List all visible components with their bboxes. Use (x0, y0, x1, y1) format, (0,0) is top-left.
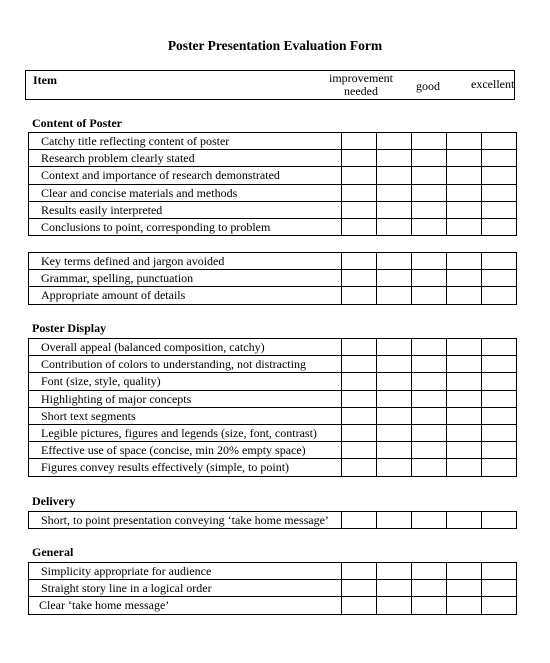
rating-box[interactable] (482, 184, 517, 201)
table-row (29, 253, 517, 270)
rating-box[interactable] (447, 563, 482, 580)
table-row (29, 150, 517, 167)
rating-box[interactable] (412, 373, 447, 390)
rating-box[interactable] (377, 356, 412, 373)
header-improvement-needed (326, 72, 396, 98)
rating-box[interactable] (412, 218, 447, 235)
rating-box[interactable] (377, 442, 412, 459)
rating-box[interactable] (482, 597, 517, 614)
rating-box[interactable] (482, 167, 517, 184)
criterion-label: Short text segments (29, 407, 342, 424)
header-improvement: improvement (329, 71, 393, 85)
rating-box[interactable] (412, 424, 447, 441)
rating-box[interactable] (377, 373, 412, 390)
rating-box[interactable] (377, 270, 412, 287)
rating-box[interactable] (412, 339, 447, 356)
rating-box[interactable] (377, 150, 412, 167)
rating-box[interactable] (482, 150, 517, 167)
criterion-label: Clear ‘take home message’ (29, 597, 342, 614)
table-row (29, 563, 517, 580)
table-row (29, 373, 517, 390)
rating-box[interactable] (342, 424, 377, 441)
rating-box[interactable] (482, 356, 517, 373)
rating-box[interactable] (447, 580, 482, 597)
rating-box[interactable] (447, 253, 482, 270)
criterion-label: Results easily interpreted (29, 201, 342, 218)
rating-box[interactable] (447, 133, 482, 150)
rating-box[interactable] (342, 150, 377, 167)
rating-box[interactable] (342, 201, 377, 218)
rating-box[interactable] (412, 597, 447, 614)
rating-box[interactable] (412, 512, 447, 529)
table-display (28, 338, 517, 477)
criterion-label: Clear and concise materials and methods (29, 184, 342, 201)
criterion-label: Context and importance of research demonstrated (29, 167, 342, 184)
rating-box[interactable] (447, 597, 482, 614)
header-needed: needed (344, 84, 378, 98)
rating-box[interactable] (377, 597, 412, 614)
rating-box[interactable] (482, 580, 517, 597)
rating-box[interactable] (377, 287, 412, 304)
rating-box[interactable] (412, 201, 447, 218)
rating-box[interactable] (377, 563, 412, 580)
rating-box[interactable] (342, 512, 377, 529)
rating-box[interactable] (412, 150, 447, 167)
rating-box[interactable] (412, 356, 447, 373)
rating-box[interactable] (377, 390, 412, 407)
rating-box[interactable] (482, 253, 517, 270)
rating-box[interactable] (377, 201, 412, 218)
criterion-label: Conclusions to point, corresponding to problem (29, 218, 342, 235)
table-row (29, 167, 517, 184)
rating-box[interactable] (342, 390, 377, 407)
rating-box[interactable] (412, 459, 447, 476)
table-row (29, 184, 517, 201)
rating-box[interactable] (412, 442, 447, 459)
criterion-label: Effective use of space (concise, min 20% empty space) (29, 442, 342, 459)
rating-box[interactable] (447, 184, 482, 201)
criterion-label: Figures convey results effectively (simple, to point) (29, 459, 342, 476)
rating-box[interactable] (342, 339, 377, 356)
rating-box[interactable] (377, 167, 412, 184)
rating-box[interactable] (342, 407, 377, 424)
rating-box[interactable] (482, 339, 517, 356)
rating-box[interactable] (482, 512, 517, 529)
rating-box[interactable] (447, 356, 482, 373)
table-row (29, 287, 517, 304)
rating-box[interactable] (482, 563, 517, 580)
criterion-label: Overall appeal (balanced composition, catchy) (29, 339, 342, 356)
rating-box[interactable] (447, 390, 482, 407)
rating-box[interactable] (482, 287, 517, 304)
rating-box[interactable] (342, 253, 377, 270)
section-title-display: Poster Display (32, 321, 107, 335)
rating-box[interactable] (377, 512, 412, 529)
table-content-2 (28, 252, 517, 305)
rating-box[interactable] (482, 407, 517, 424)
rating-box[interactable] (412, 184, 447, 201)
criterion-label: Legible pictures, figures and legends (size, font, contrast) (29, 424, 342, 441)
table-general (28, 562, 517, 615)
rating-box[interactable] (342, 133, 377, 150)
rating-box[interactable] (377, 218, 412, 235)
rating-box[interactable] (447, 512, 482, 529)
criterion-label: Grammar, spelling, punctuation (29, 270, 342, 287)
rating-box[interactable] (342, 563, 377, 580)
table-row (29, 512, 517, 529)
rating-box[interactable] (412, 563, 447, 580)
rating-box[interactable] (447, 167, 482, 184)
rating-box[interactable] (377, 407, 412, 424)
table-row (29, 424, 517, 441)
rating-box[interactable] (412, 580, 447, 597)
criterion-label: Research problem clearly stated (29, 150, 342, 167)
rating-box[interactable] (482, 373, 517, 390)
rating-box[interactable] (482, 424, 517, 441)
rating-box[interactable] (447, 407, 482, 424)
rating-box[interactable] (377, 580, 412, 597)
table-row (29, 459, 517, 476)
table-row (29, 597, 517, 614)
rating-box[interactable] (447, 287, 482, 304)
table-row (29, 133, 517, 150)
rating-box[interactable] (482, 270, 517, 287)
rating-box[interactable] (412, 133, 447, 150)
rating-box[interactable] (482, 133, 517, 150)
table-row (29, 442, 517, 459)
criterion-label: Appropriate amount of details (29, 287, 342, 304)
rating-box[interactable] (342, 356, 377, 373)
rating-box[interactable] (482, 390, 517, 407)
table-row (29, 356, 517, 373)
section-title-content: Content of Poster (32, 116, 122, 130)
rating-box[interactable] (447, 459, 482, 476)
form-title: Poster Presentation Evaluation Form (167, 38, 383, 53)
table-row (29, 218, 517, 235)
table-row (29, 201, 517, 218)
rating-box[interactable] (482, 201, 517, 218)
rating-box[interactable] (447, 270, 482, 287)
rating-box[interactable] (447, 150, 482, 167)
criterion-label: Catchy title reflecting content of poster (29, 133, 342, 150)
rating-box[interactable] (447, 339, 482, 356)
rating-box[interactable] (482, 459, 517, 476)
rating-box[interactable] (342, 270, 377, 287)
criterion-label: Font (size, style, quality) (29, 373, 342, 390)
rating-box[interactable] (447, 201, 482, 218)
table-content (28, 132, 517, 236)
rating-box[interactable] (412, 407, 447, 424)
rating-box[interactable] (447, 373, 482, 390)
rating-box[interactable] (342, 218, 377, 235)
rating-box[interactable] (447, 218, 482, 235)
rating-box[interactable] (482, 442, 517, 459)
rating-box[interactable] (342, 287, 377, 304)
table-row (29, 339, 517, 356)
section-title-delivery: Delivery (32, 494, 76, 508)
header-item: Item (33, 73, 57, 87)
rating-box[interactable] (412, 167, 447, 184)
rating-box[interactable] (342, 167, 377, 184)
rating-box[interactable] (377, 424, 412, 441)
table-row (29, 390, 517, 407)
rating-box[interactable] (412, 390, 447, 407)
rating-box[interactable] (342, 459, 377, 476)
rating-box[interactable] (342, 597, 377, 614)
table-row (29, 580, 517, 597)
header-excellent: excellent (471, 77, 515, 91)
rating-box[interactable] (377, 339, 412, 356)
section-title-general: General (32, 545, 74, 559)
rating-box[interactable] (377, 253, 412, 270)
header-good: good (416, 79, 440, 93)
rating-box[interactable] (412, 270, 447, 287)
rating-box[interactable] (377, 184, 412, 201)
rating-box[interactable] (377, 133, 412, 150)
criterion-label: Highlighting of major concepts (29, 390, 342, 407)
rating-box[interactable] (412, 287, 447, 304)
rating-box[interactable] (342, 184, 377, 201)
criterion-label: Straight story line in a logical order (29, 580, 342, 597)
criterion-label: Short, to point presentation conveying ‘take home message’ (29, 512, 342, 529)
rating-box[interactable] (447, 442, 482, 459)
rating-box[interactable] (447, 424, 482, 441)
table-row (29, 407, 517, 424)
column-header (25, 70, 515, 100)
rating-box[interactable] (377, 459, 412, 476)
criterion-label: Contribution of colors to understanding, not distracting (29, 356, 342, 373)
rating-box[interactable] (342, 373, 377, 390)
rating-box[interactable] (482, 218, 517, 235)
rating-box[interactable] (342, 580, 377, 597)
rating-box[interactable] (412, 253, 447, 270)
table-row (29, 270, 517, 287)
criterion-label: Key terms defined and jargon avoided (29, 253, 342, 270)
criterion-label: Simplicity appropriate for audience (29, 563, 342, 580)
table-delivery (28, 511, 517, 529)
rating-box[interactable] (342, 442, 377, 459)
